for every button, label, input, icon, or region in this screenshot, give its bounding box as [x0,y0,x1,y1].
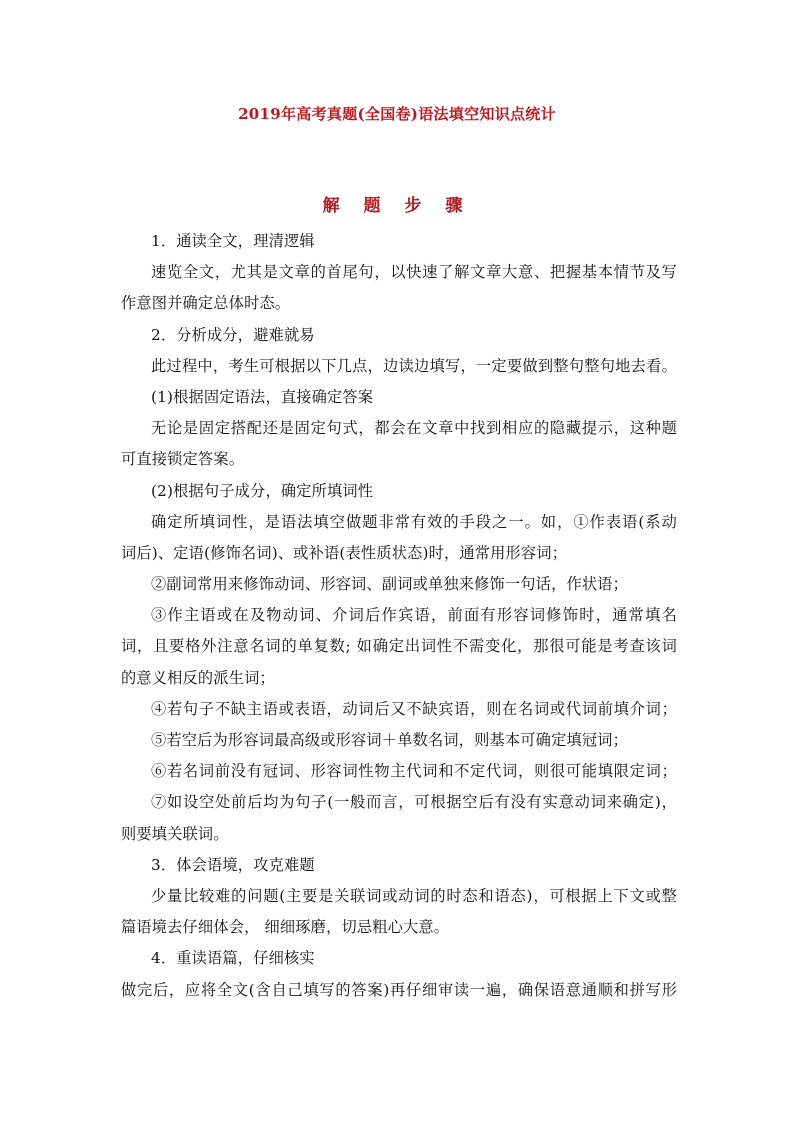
list-item: ⑤若空后为形容词最高级或形容词＋单数名词，则基本可确定填冠词； [151,731,629,749]
paragraph-line: 此过程中，考生可根据以下几点，边读边填写，一定要做到整句整句地去看。 [151,356,677,375]
sub-heading: (1)根据固定语法，直接确定答案 [151,387,374,406]
document-body [121,226,677,1006]
list-item: ②副词常用来修饰动词、形容词、副词或单独来修饰一句话，作状语； [151,575,629,594]
paragraph-line: 无论是固定搭配还是固定句式，都会在文章中找到相应的隐藏提示，这种题 [151,419,677,438]
paragraph-line: 则要填关联词。 [121,824,229,843]
step-heading: 4．重读语篇，仔细核实 [151,949,315,968]
paragraph-line: 速览全文，尤其是文章的首尾句，以快速了解文章大意、把握基本情节及写 [151,263,677,282]
list-item: ④若句子不缺主语或表语，动词后又不缺宾语，则在名词或代词前填介词； [151,699,677,718]
paragraph-line: 少量比较难的问题(主要是关联词或动词的时态和语态)，可根据上下文或整 [151,886,677,905]
sub-heading: (2)根据句子成分，确定所填词性 [151,481,374,500]
paragraph-line: 可直接锁定答案。 [121,450,245,469]
list-item: ⑥若名词前没有冠词、形容词性物主代词和不定代词，则很可能填限定词； [151,762,677,781]
paragraph-line: 做完后，应将全文(含自己填写的答案)再仔细审读一遍，确保语意通顺和拼写形 [121,980,677,999]
list-item: ③作主语或在及物动词、介词后作宾语，前面有形容词修饰时，通常填名 [151,606,677,625]
step-heading: 1．通读全文，理清逻辑 [151,232,315,250]
paragraph-line: 作意图并确定总体时态。 [121,294,291,313]
paragraph-line: 确定所填词性，是语法填空做题非常有效的手段之一。如，①作表语(系动 [151,512,677,531]
paragraph-line: 的意义相反的派生词； [121,668,275,687]
paragraph-line: 篇语境去仔细体会， 细细琢磨，切忌粗心大意。 [121,918,450,937]
document-title: 2019年高考真题(全国卷)语法填空知识点统计 [238,105,556,123]
paragraph-line: 词，且要格外注意名词的单复数; 如确定出词性不需变化，那很可能是考查该词 [121,637,677,656]
section-title: 解 题 步 骤 [322,196,472,216]
step-heading: 3．体会语境，攻克难题 [151,855,315,874]
paragraph-line: 词后)、定语(修饰名词)、或补语(表性质状态)时，通常用形容词； [121,543,568,562]
step-heading: 2．分析成分，避难就易 [151,325,315,344]
list-item: ⑦如设空处前后均为句子(一般而言，可根据空后有没有实意动词来确定)， [151,793,677,812]
